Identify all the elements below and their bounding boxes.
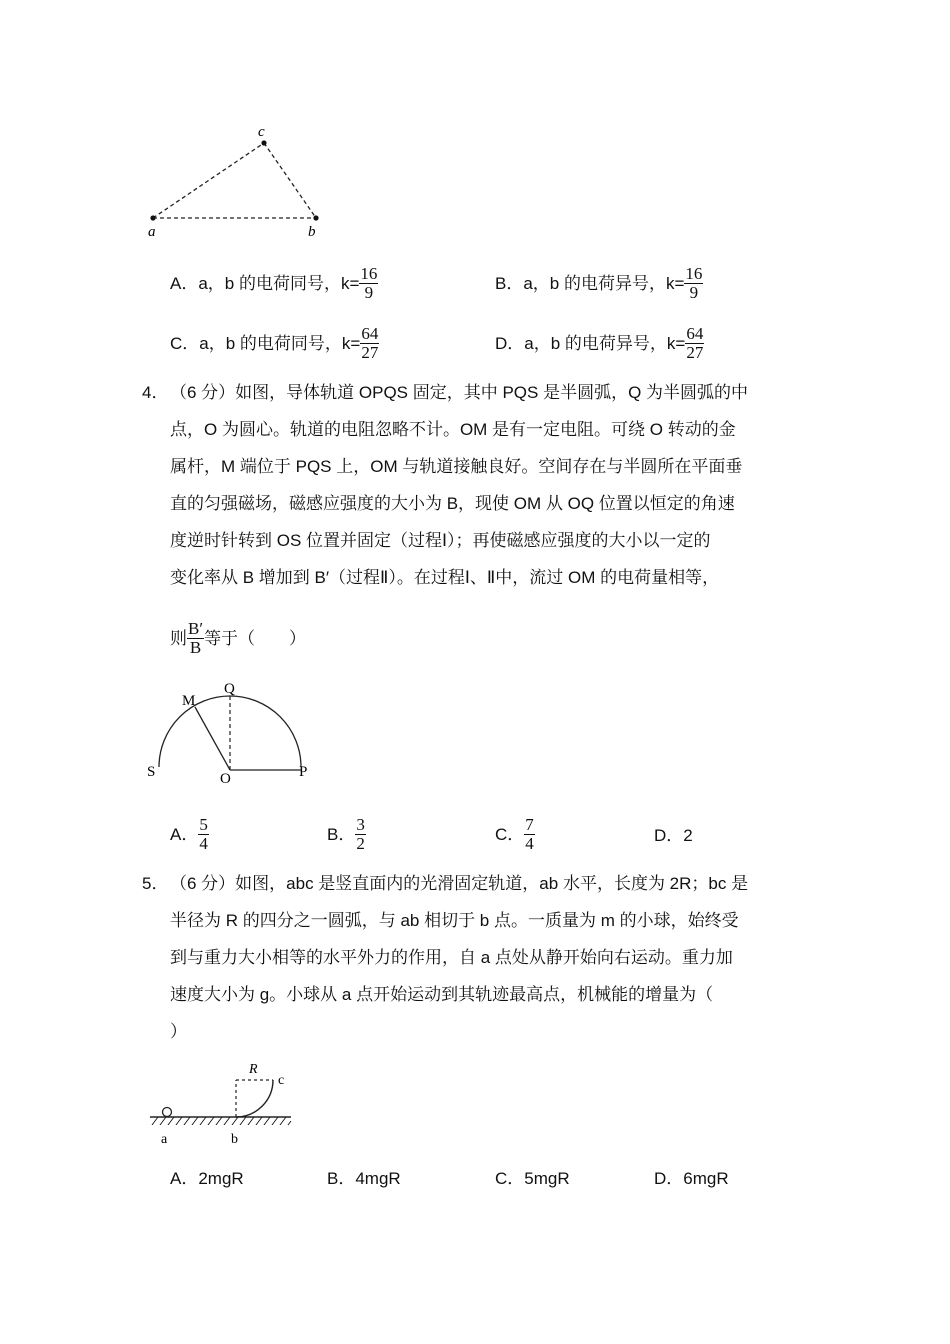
q3-option-a[interactable] — [170, 265, 378, 302]
q3-option-b[interactable] — [495, 265, 703, 302]
q4-option-b[interactable] — [327, 816, 366, 853]
q4-option-d[interactable] — [654, 826, 693, 846]
fraction-denominator: 9 — [364, 283, 374, 302]
fraction-denominator: 27 — [686, 343, 704, 362]
fraction-denominator: 2 — [356, 834, 365, 853]
option-letter: D． — [654, 1169, 684, 1188]
q4-number: 4． — [142, 383, 169, 402]
label-c: c — [258, 124, 265, 140]
q4-semicircle-figure — [140, 672, 320, 790]
fraction-denominator: 9 — [689, 283, 699, 302]
option-text: 6mgR — [683, 1169, 729, 1188]
text-prefix: 则 — [170, 628, 187, 648]
fraction-numerator: 16 — [360, 264, 378, 283]
q5-option-b[interactable] — [327, 1169, 401, 1189]
q4-line-5: 度逆时针转到 OS 位置并固定（过程Ⅰ）；再使磁感应强度的大小以一定的 — [170, 531, 711, 550]
option-text: 2 — [683, 826, 693, 845]
q5-option-d[interactable] — [654, 1169, 729, 1189]
fraction-denominator: 27 — [361, 343, 379, 362]
option-letter: B． — [495, 273, 524, 293]
fraction-numerator: 16 — [685, 264, 703, 283]
option-letter: A． — [170, 273, 199, 293]
q5-line-3: 到与重力大小相等的水平外力的作用，自 a 点处从静开始向右运动。重力加 — [170, 948, 733, 967]
fraction-numerator: 3 — [356, 815, 365, 834]
option-letter: B． — [327, 1169, 356, 1188]
option-text: 2mgR — [198, 1169, 244, 1188]
q5-line-5: ） — [170, 1022, 187, 1041]
label-O: O — [220, 771, 231, 787]
option-text: a，b 的电荷异号，k= — [523, 273, 685, 293]
q4-line-1: （6 分）如图，导体轨道 OPQS 固定，其中 PQS 是半圆弧，Q 为半圆弧的中 — [170, 383, 749, 402]
option-fraction — [684, 265, 703, 302]
fraction-numerator: B′ — [188, 619, 204, 638]
q3-option-d[interactable] — [495, 325, 704, 362]
q4-line-6: 变化率从 B 增加到 B′（过程Ⅱ）。在过程Ⅰ、Ⅱ中，流过 OM 的电荷量相等， — [170, 568, 720, 587]
fraction-numerator: 64 — [686, 324, 704, 343]
option-fraction — [685, 325, 704, 362]
fraction-denominator: B — [189, 638, 202, 657]
option-text: a，b 的电荷同号，k= — [198, 273, 360, 293]
label-b: b — [308, 224, 316, 240]
label-M: M — [182, 693, 196, 709]
q5-line-4: 速度大小为 g。小球从 a 点开始运动到其轨迹最高点，机械能的增量为（ — [170, 985, 714, 1004]
option-fraction — [360, 325, 379, 362]
q4-line-3: 属杆，M 端位于 PQS 上，OM 与轨道接触良好。空间存在与半圆所在平面垂 — [170, 457, 743, 476]
option-letter: D． — [654, 826, 684, 845]
q4-line-7 — [170, 620, 306, 657]
option-letter: B． — [327, 824, 356, 844]
option-text: 5mgR — [524, 1169, 570, 1188]
label-a: a — [148, 224, 156, 240]
q4-line-2: 点，O 为圆心。轨道的电阻忽略不计。OM 是有一定电阻。可绕 O 转动的金 — [170, 420, 736, 439]
label-a: a — [161, 1132, 168, 1147]
q5-track-figure — [140, 1055, 300, 1150]
ratio-fraction — [187, 620, 204, 657]
option-letter: C． — [495, 1169, 525, 1188]
q4-option-a[interactable] — [170, 816, 209, 853]
option-letter: D． — [495, 333, 525, 353]
label-Q: Q — [224, 681, 235, 697]
fraction-denominator: 4 — [199, 834, 208, 853]
text-suffix: 等于（ ） — [204, 628, 307, 648]
option-fraction — [355, 816, 366, 853]
q3-triangle-figure — [140, 120, 340, 245]
q4-option-c[interactable] — [495, 816, 535, 853]
option-text: a，b 的电荷同号，k= — [199, 333, 361, 353]
q5-line-2: 半径为 R 的四分之一圆弧，与 ab 相切于 b 点。一质量为 m 的小球，始终受 — [170, 911, 739, 930]
label-b: b — [231, 1132, 238, 1147]
option-letter: A． — [170, 824, 199, 844]
option-letter: C． — [495, 824, 525, 844]
q5-line-1: （6 分）如图，abc 是竖直面内的光滑固定轨道，ab 水平，长度为 2R；bc 是 — [170, 874, 749, 893]
label-S: S — [147, 764, 156, 780]
option-fraction — [524, 816, 535, 853]
option-letter: C． — [170, 333, 200, 353]
q5-option-c[interactable] — [495, 1169, 570, 1189]
q5-option-a[interactable] — [170, 1169, 244, 1189]
option-fraction — [359, 265, 378, 302]
label-c: c — [278, 1073, 285, 1088]
label-P: P — [299, 764, 308, 780]
q3-option-c[interactable] — [170, 325, 379, 362]
option-fraction — [198, 816, 209, 853]
option-letter: A． — [170, 1169, 199, 1188]
fraction-denominator: 4 — [525, 834, 534, 853]
fraction-numerator: 64 — [361, 324, 379, 343]
option-text: a，b 的电荷异号，k= — [524, 333, 686, 353]
fraction-numerator: 5 — [199, 815, 208, 834]
label-R: R — [249, 1062, 258, 1077]
option-text: 4mgR — [355, 1169, 401, 1188]
fraction-numerator: 7 — [525, 815, 534, 834]
q4-line-4: 直的匀强磁场，磁感应强度的大小为 B，现使 OM 从 OQ 位置以恒定的角速 — [170, 494, 735, 513]
q5-number: 5． — [142, 874, 169, 893]
